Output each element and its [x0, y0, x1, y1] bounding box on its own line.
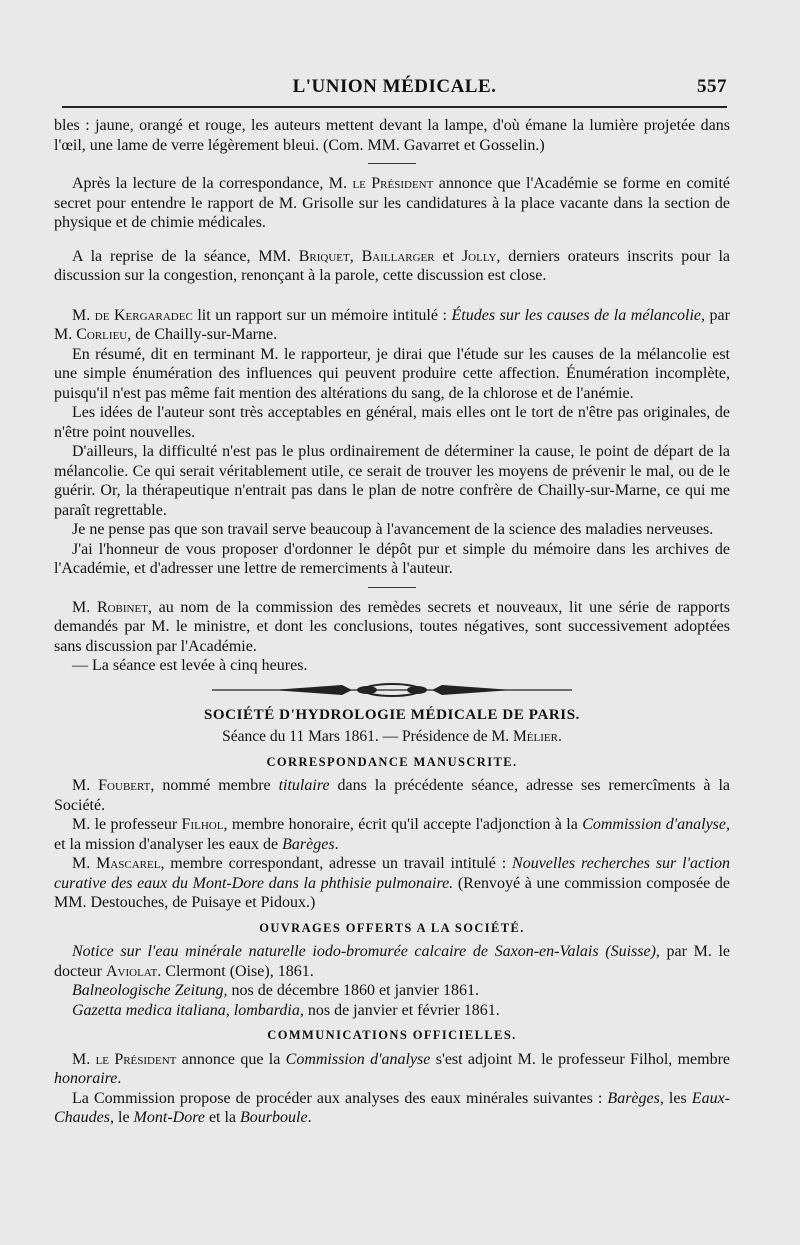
paragraph-foubert: M. Foubert, nommé membre titulaire dans la précédente séance, adresse ses remercîments à la Société. [54, 777, 730, 814]
paragraph-president-announce: M. le Président annonce que la Commission d'analyse s'est adjoint M. le professeur Filhol, membre honoraire. [54, 1050, 731, 1087]
paragraph-summary: En résumé, dit en terminant M. le rapporteur, je dirai que l'étude sur les causes de la mélancolie est une simple énumération des influences qui peuvent produire cette affection. Énumération incomplète, puisqu'il n'est pas même fait mention des altérations du sang, de la chlorose et de l'anémie. [54, 345, 730, 402]
paragraph-difficulty: D'ailleurs, la difficulté n'est pas le plus ordinairement de déterminer la cause, le point de départ de la mélancolie. Ce qui serait véritablement utile, ce serait de trouver les moyens de prévenir le mal, ou de le guérir. Or, la thérapeutique n'entrait pas dans le plan de notre confrère de Chailly-sur-Marne, ce qui me paraît regrettable. [54, 443, 730, 519]
paragraph-filhol: M. le professeur Filhol, membre honoraire, écrit qu'il accepte l'adjonction à la Commission d'analyse, et la mission d'analyser les eaux de Barèges. [54, 816, 730, 853]
running-header [62, 76, 727, 102]
page-body [54, 116, 730, 1128]
page-number: 557 [697, 76, 727, 97]
heading-correspondance: CORRESPONDANCE MANUSCRITE. [266, 754, 518, 769]
paragraph-ideas: Les idées de l'auteur sont très acceptables en général, mais elles ont le tort de n'être pas originales, de n'être point nouvelles. [54, 404, 730, 441]
paragraph-commission-proposal: La Commission propose de procéder aux analyses des eaux minérales suivantes : Barèges, les Eaux-Chaudes, le Mont-Dore et la Bourboule. [54, 1089, 730, 1126]
section-divider [368, 163, 416, 164]
paragraph-proposal: J'ai l'honneur de vous proposer d'ordonner le dépôt pur et simple du mémoire dans les archives de l'Académie, et d'adresser une lettre de remerciments à l'auteur. [54, 540, 730, 577]
paragraph-continuation: bles : jaune, orangé et rouge, les auteurs mettent devant la lampe, d'où émane la lumière projetée dans l'œil, une lame de verre légèrement bleui. (Com. MM. Gavarret et Gosselin.) [54, 117, 730, 154]
journal-title: L'UNION MÉDICALE. [292, 76, 497, 97]
heading-communications: COMMUNICATIONS OFFICIELLES. [267, 1028, 517, 1042]
work-item-notice: Notice sur l'eau minérale naturelle iodo-bromurée calcaire de Saxon-en-Valais (Suisse), par M. le docteur Aviolat. Clermont (Oise), 1861. [54, 943, 731, 980]
paragraph-discussion-closed: A la reprise de la séance, MM. Briquet, Baillarger et Jolly, derniers orateurs inscrits pour la discussion sur la congestion, renonçant à la parole, cette discussion est close. [54, 247, 730, 284]
paragraph-secret-committee: Après la lecture de la correspondance, M. le Président annonce que l'Académie se forme en comité secret pour entendre le rapport de M. Grisolle sur les candidatures à la place vacante dans la section de physique et de chimie médicales. [54, 175, 731, 231]
section-divider [368, 587, 416, 588]
work-item-gazetta: Gazetta medica italiana, lombardia, nos de janvier et février 1861. [72, 1001, 500, 1019]
ornament-divider [212, 682, 572, 698]
paragraph-seance-levee: — La séance est levée à cinq heures. [72, 657, 308, 674]
work-item-balneologische: Balneologische Zeitung, nos de décembre 1860 et janvier 1861. [72, 982, 480, 999]
seance-line: Séance du 11 Mars 1861. — Présidence de M. Mélier. [222, 728, 562, 745]
heading-ouvrages: OUVRAGES OFFERTS A LA SOCIÉTÉ. [259, 920, 525, 935]
header-rule [62, 106, 727, 108]
society-title: SOCIÉTÉ D'HYDROLOGIE MÉDICALE DE PARIS. [203, 706, 581, 723]
paragraph-opinion: Je ne pense pas que son travail serve beaucoup à l'avancement de la science des maladies nerveuses. [72, 521, 714, 538]
paragraph-kergaradec-report: M. de Kergaradec lit un rapport sur un mémoire intitulé : Études sur les causes de la mélancolie, par M. Corlieu, de Chailly-sur-Marne. [54, 306, 730, 343]
paragraph-robinet: M. Robinet, au nom de la commission des remèdes secrets et nouveaux, lit une série de rapports demandés par M. le ministre, et dont les conclusions, toutes négatives, sont successivement adoptées sans discussion par l'Académie. [54, 598, 730, 655]
paragraph-mascarel: M. Mascarel, membre correspondant, adresse un travail intitulé : Nouvelles recherches sur l'action curative des eaux du Mont-Dore dans la phthisie pulmonaire. (Renvoyé à une commission composée de MM. Destouches, de Puisaye et Pidoux.) [54, 855, 730, 911]
